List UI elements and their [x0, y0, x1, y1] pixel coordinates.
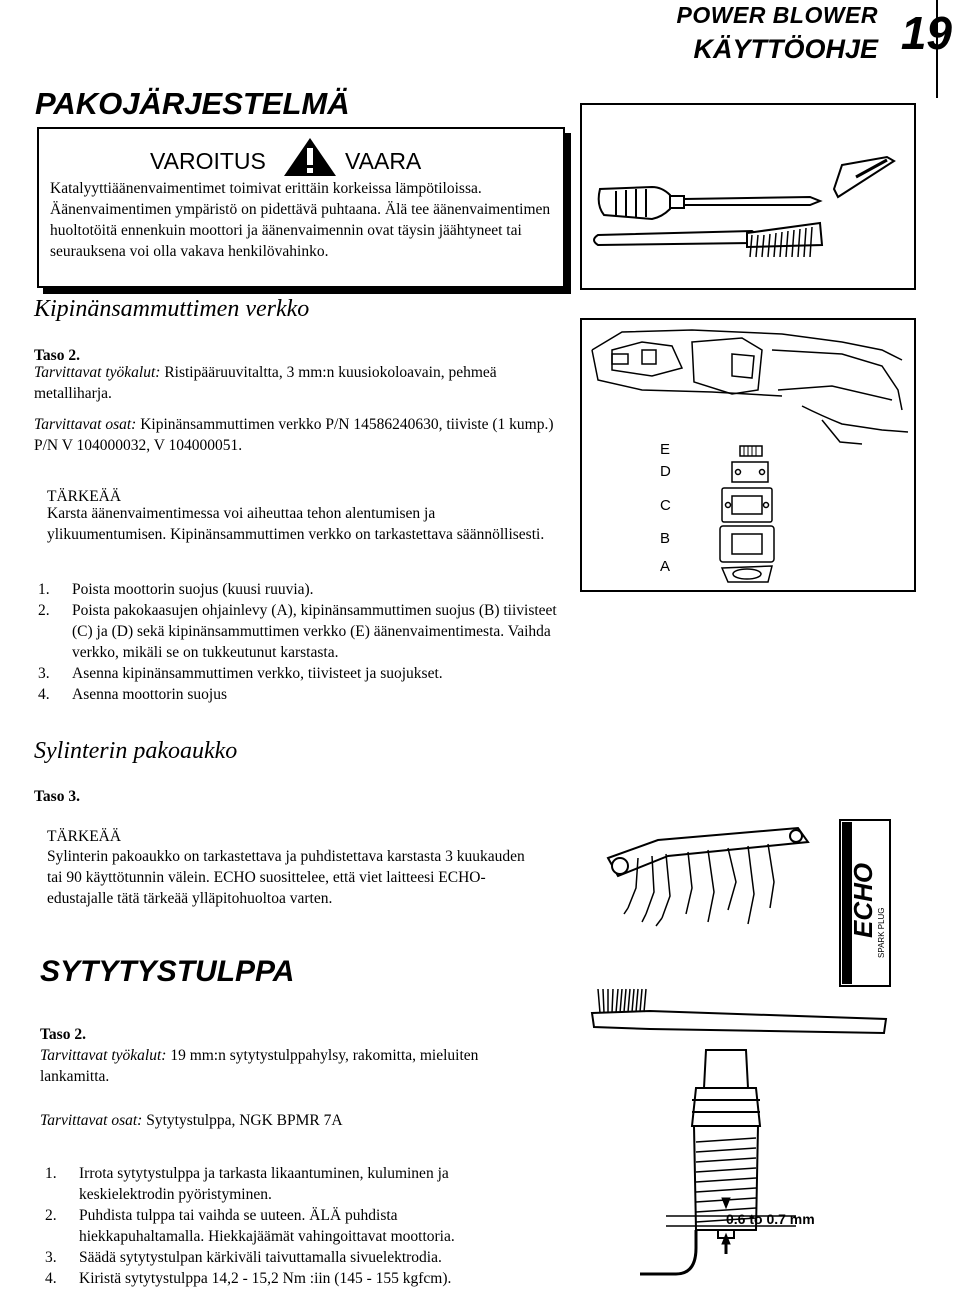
list-item: 1. Poista moottorin suojus (kuusi ruuvia). — [38, 581, 314, 598]
parts-label: Tarvittavat osat: — [34, 416, 137, 433]
spark-plug-icon — [636, 1048, 836, 1288]
spark-arrester-heading: Kipinänsammuttimen verkko — [34, 296, 310, 322]
spark-arrester-steps — [38, 579, 558, 705]
list-item: 3. Säädä sytytystulpan kärkiväli taivuttamalla sivuelektrodia. — [45, 1249, 442, 1266]
warning-triangle-icon — [282, 136, 338, 178]
parts-text: Kipinänsammuttimen verkko P/N 14586240630, tiiviste (1 kump.) P/N V 104000032, V 104000051. — [34, 416, 554, 454]
page-number: 19 — [900, 7, 952, 59]
screen-e-icon — [740, 446, 762, 456]
header-title: KÄYTTÖOHJE — [693, 34, 878, 64]
tools-label: Tarvittavat työkalut: — [34, 364, 161, 381]
cylinder-level: Taso 3. — [34, 788, 80, 805]
tools-text: Ristipääruuvitaltta, 3 mm:n kuusiokoloavain, pehmeä metalliharja. — [34, 364, 497, 402]
label-a: A — [660, 558, 671, 575]
spark-plug-tools — [40, 1045, 550, 1087]
label-d: D — [660, 463, 671, 480]
label-c: C — [660, 497, 671, 514]
muffler-illustration — [582, 320, 914, 590]
tools-text: 19 mm:n sytytystulppahylsy, rakomitta, mieluiten lankamitta. — [40, 1047, 479, 1085]
label-b: B — [660, 530, 671, 547]
hex-key-icon — [834, 157, 894, 197]
echo-logo: ECHO — [848, 862, 878, 938]
spark-plug-steps — [45, 1163, 515, 1289]
list-item: 2. Puhdista tulppa tai vaihda se uuteen. ÄLÄ puhdista hiekkapuhaltamalla. Hiekkajäämät vahingoittavat moottoria. — [45, 1207, 455, 1245]
list-item: 3. Asenna kipinänsammuttimen verkko, tiivisteet ja suojukset. — [38, 665, 443, 682]
list-item: 1. Irrota sytytystulppa ja tarkasta likaantuminen, kuluminen ja keskielektrodin pyöristyminen. — [45, 1165, 449, 1203]
gap-label: 0.6 to 0.7 mm — [726, 1211, 815, 1227]
cylinder-important-label: TÄRKEÄÄ — [47, 828, 122, 845]
header-brand: POWER BLOWER — [676, 2, 878, 28]
label-e: E — [660, 441, 671, 458]
screwdriver-icon — [599, 187, 820, 219]
spark-plug-heading: SYTYTYSTULPPA — [40, 955, 295, 988]
cylinder-heading: Sylinterin pakoaukko — [34, 738, 238, 764]
brush-icon — [590, 985, 890, 1045]
spark-plug-box-icon — [838, 818, 894, 990]
spark-plug-level: Taso 2. — [40, 1026, 86, 1043]
spark-plug-parts — [40, 1110, 550, 1131]
list-item: 4. Kiristä sytytystulppa 14,2 - 15,2 Nm :iin (145 - 155 kgfcm). — [45, 1270, 452, 1287]
important-label: TÄRKEÄÄ — [47, 488, 122, 505]
tools-label: Tarvittavat työkalut: — [40, 1047, 167, 1064]
warning-label-left: VAROITUS — [150, 148, 266, 174]
list-item: 2. Poista pakokaasujen ohjainlevy (A), kipinänsammuttimen suojus (B) tiivisteet (C) ja (D) sekä kipinänsammuttimen verkko (E) äänenvaimentimesta. Vaihda verkko, mikäli se on tukkeutunut karstasta. — [38, 602, 557, 661]
important-text: Karsta äänenvaimentimessa voi aiheuttaa tehon alentumisen ja ylikuumentumisen. Kipinänsammuttimen verkko on tarkastettava säännöllisesti. — [47, 505, 545, 543]
tools-illustration — [582, 105, 914, 288]
list-item: 4. Asenna moottorin suojus — [38, 686, 227, 703]
spark-arrester-level: Taso 2. — [34, 347, 80, 364]
spark-plug-box-label: SPARK PLUG — [877, 907, 886, 958]
wire-brush-icon — [594, 223, 822, 257]
parts-label: Tarvittavat osat: — [40, 1112, 143, 1129]
feeler-gauge-icon — [598, 818, 818, 938]
parts-text: Sytytystulppa, NGK BPMR 7A — [142, 1112, 343, 1129]
exhaust-heading: PAKOJÄRJESTELMÄ — [35, 86, 350, 121]
warning-label-right: VAARA — [345, 148, 422, 174]
spark-arrester-parts — [34, 414, 554, 456]
warning-text: Katalyyttiäänenvaimentimet toimivat erittäin korkeissa lämpötiloissa. Äänenvaimentimen ympäristö on pidettävä puhtaana. Älä tee äänenvaimentimen huoltotöitä ennenkuin moottori ja äänenvaimennin ovat täysin jäähtyneet tai seurauksena voi olla vakava henkilövahinko. — [50, 180, 551, 260]
cylinder-important-text: Sylinterin pakoaukko on tarkastettava ja puhdistettava karstasta 3 kuukauden tai 90 käyttötunnin välein. ECHO suosittelee, että viet laitteesi ECHO-edustajalle tätä tärkeää ylläpitohuoltoa varten. — [47, 848, 525, 907]
spark-arrester-tools — [34, 362, 554, 404]
